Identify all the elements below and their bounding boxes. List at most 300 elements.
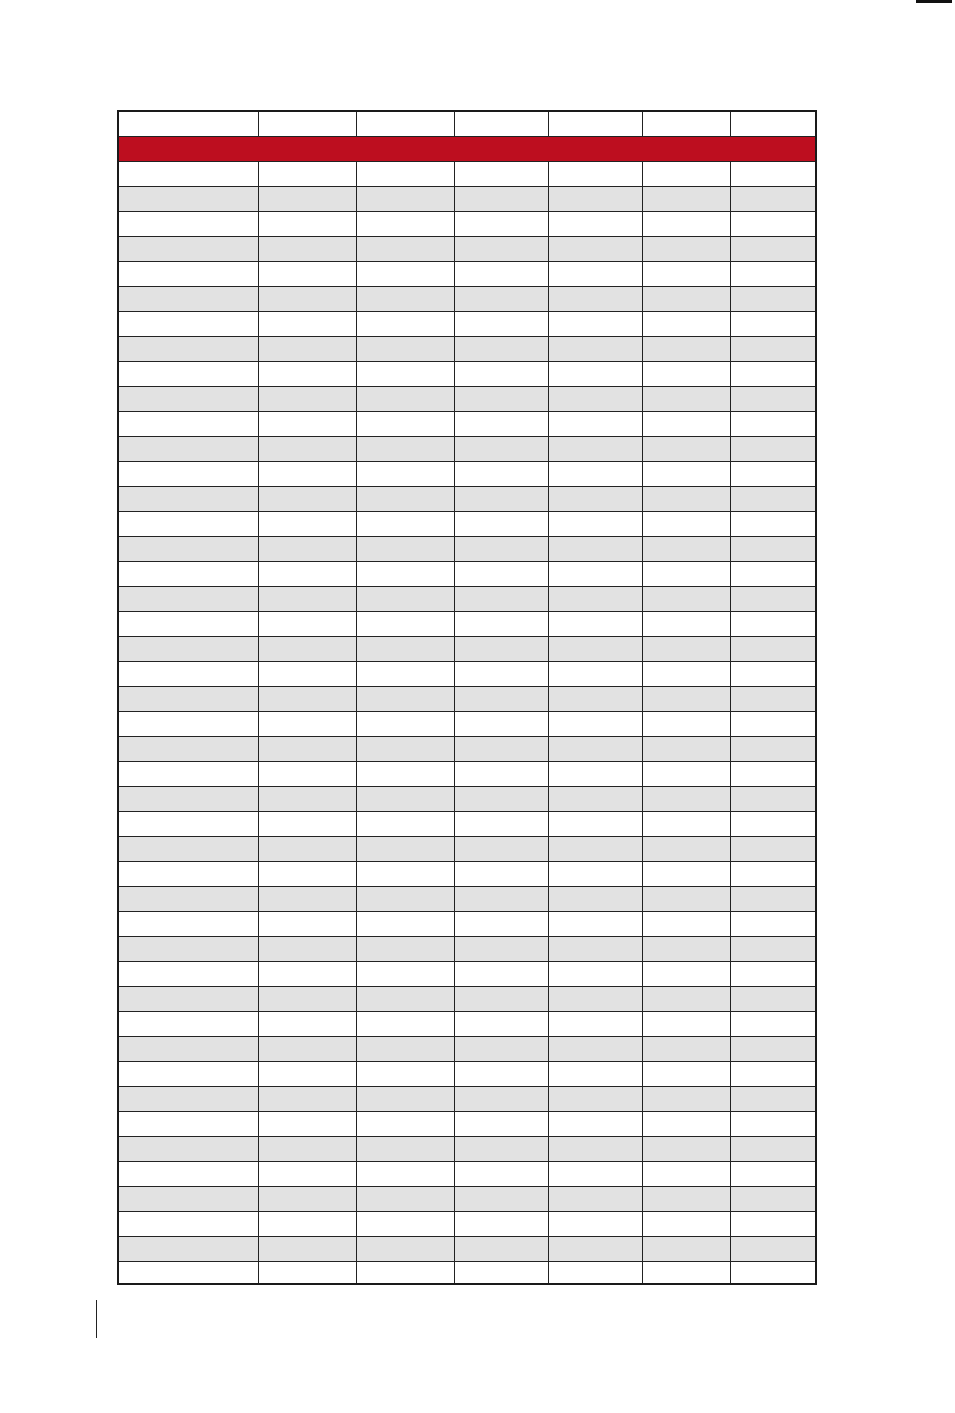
table-cell	[119, 636, 258, 661]
table-cell	[119, 786, 258, 811]
table-cell	[730, 711, 815, 736]
table-cell	[454, 1011, 548, 1036]
table-cell	[642, 286, 730, 311]
table-cell	[454, 1036, 548, 1061]
table-cell	[730, 911, 815, 936]
table-cell	[548, 286, 642, 311]
table-cell	[119, 336, 258, 361]
table-cell	[119, 311, 258, 336]
table-cell	[642, 411, 730, 436]
table-row	[119, 1186, 815, 1211]
table-cell	[356, 336, 454, 361]
table-cell	[548, 461, 642, 486]
table-cell	[454, 986, 548, 1011]
table-row	[119, 1011, 815, 1036]
table-row	[119, 486, 815, 511]
table-cell	[730, 1236, 815, 1261]
table-cell	[258, 261, 356, 286]
table-cell	[548, 836, 642, 861]
table-cell	[258, 1061, 356, 1086]
table-cell	[642, 1036, 730, 1061]
table-cell	[356, 236, 454, 261]
table-cell	[258, 1111, 356, 1136]
table-row	[119, 861, 815, 886]
table-cell	[730, 236, 815, 261]
table-cell	[356, 836, 454, 861]
table-cell	[356, 561, 454, 586]
table-cell	[356, 536, 454, 561]
table-cell	[356, 161, 454, 186]
table-cell	[548, 886, 642, 911]
table-row	[119, 1136, 815, 1161]
table-cell	[454, 661, 548, 686]
table-cell	[119, 811, 258, 836]
table-cell	[258, 311, 356, 336]
table-cell	[454, 736, 548, 761]
table-cell	[356, 786, 454, 811]
table-row	[119, 911, 815, 936]
table-cell	[730, 636, 815, 661]
table-cell	[356, 461, 454, 486]
table-cell	[356, 686, 454, 711]
table-cell	[454, 436, 548, 461]
table-cell	[642, 211, 730, 236]
table-cell	[119, 411, 258, 436]
table-cell	[548, 436, 642, 461]
table-cell	[730, 936, 815, 961]
table-cell	[356, 286, 454, 311]
table-cell	[454, 1061, 548, 1086]
table-cell	[548, 1186, 642, 1211]
table-cell	[730, 661, 815, 686]
table-cell	[119, 586, 258, 611]
table-cell	[119, 611, 258, 636]
table-cell	[642, 336, 730, 361]
table-cell	[454, 761, 548, 786]
table-cell	[548, 961, 642, 986]
table-cell	[730, 1136, 815, 1161]
table-cell	[258, 686, 356, 711]
table-cell	[258, 1236, 356, 1261]
table-row	[119, 236, 815, 261]
table-cell	[548, 761, 642, 786]
table-cell	[119, 386, 258, 411]
table-cell	[730, 461, 815, 486]
table-cell	[258, 911, 356, 936]
table-row	[119, 161, 815, 186]
table-cell	[258, 161, 356, 186]
table-cell	[454, 386, 548, 411]
header-cell	[548, 112, 642, 136]
table-cell	[454, 936, 548, 961]
table-cell	[258, 536, 356, 561]
table-cell	[642, 1186, 730, 1211]
table-cell	[119, 736, 258, 761]
table-row	[119, 936, 815, 961]
table-cell	[258, 1011, 356, 1036]
table-cell	[119, 536, 258, 561]
table-cell	[119, 686, 258, 711]
table-cell	[258, 1161, 356, 1186]
table-cell	[258, 761, 356, 786]
table-row	[119, 886, 815, 911]
table-cell	[454, 861, 548, 886]
table-row	[119, 811, 815, 836]
table-cell	[258, 961, 356, 986]
table-cell	[258, 1261, 356, 1285]
table-cell	[548, 561, 642, 586]
table-cell	[548, 936, 642, 961]
table-cell	[548, 1086, 642, 1111]
table-cell	[642, 186, 730, 211]
table-cell	[642, 386, 730, 411]
table-row	[119, 711, 815, 736]
table-cell	[119, 1136, 258, 1161]
table-cell	[356, 386, 454, 411]
table-cell	[258, 986, 356, 1011]
table-cell	[258, 611, 356, 636]
table-cell	[258, 386, 356, 411]
table-cell	[642, 886, 730, 911]
table-cell	[642, 461, 730, 486]
table-cell	[548, 311, 642, 336]
table-cell	[730, 361, 815, 386]
table-cell	[258, 1186, 356, 1211]
table-cell	[258, 836, 356, 861]
table-cell	[119, 886, 258, 911]
table-cell	[119, 461, 258, 486]
table-cell	[548, 661, 642, 686]
table-cell	[119, 761, 258, 786]
table-cell	[730, 836, 815, 861]
table-cell	[356, 611, 454, 636]
table-cell	[356, 311, 454, 336]
table-row	[119, 536, 815, 561]
table-cell	[258, 1086, 356, 1111]
table-cell	[548, 411, 642, 436]
table-row	[119, 1261, 815, 1285]
table-cell	[356, 511, 454, 536]
table-cell	[730, 286, 815, 311]
table-cell	[548, 786, 642, 811]
table-cell	[119, 486, 258, 511]
data-table	[119, 112, 815, 1285]
table-cell	[642, 1111, 730, 1136]
table-cell	[548, 536, 642, 561]
table-row	[119, 261, 815, 286]
table-cell	[548, 611, 642, 636]
table-cell	[119, 161, 258, 186]
table-cell	[356, 911, 454, 936]
table-cell	[642, 961, 730, 986]
table-cell	[642, 986, 730, 1011]
table-cell	[730, 736, 815, 761]
table-cell	[119, 986, 258, 1011]
table-cell	[642, 911, 730, 936]
table-cell	[356, 1011, 454, 1036]
table-cell	[548, 586, 642, 611]
table-cell	[454, 186, 548, 211]
table-cell	[119, 436, 258, 461]
table-cell	[454, 1161, 548, 1186]
table-cell	[642, 861, 730, 886]
table-cell	[454, 486, 548, 511]
table-cell	[548, 686, 642, 711]
table-cell	[356, 361, 454, 386]
table-cell	[119, 236, 258, 261]
table-cell	[119, 561, 258, 586]
table-cell	[642, 536, 730, 561]
table-cell	[548, 1011, 642, 1036]
table-cell	[730, 1111, 815, 1136]
table-row	[119, 461, 815, 486]
table-cell	[119, 1086, 258, 1111]
table-row	[119, 336, 815, 361]
table-cell	[119, 911, 258, 936]
table-cell	[119, 661, 258, 686]
table-cell	[642, 661, 730, 686]
table-cell	[356, 261, 454, 286]
table-cell	[258, 811, 356, 836]
table-cell	[454, 561, 548, 586]
table-cell	[642, 611, 730, 636]
table-cell	[119, 936, 258, 961]
table-row	[119, 286, 815, 311]
table-row	[119, 586, 815, 611]
table-cell	[642, 761, 730, 786]
table-cell	[258, 886, 356, 911]
table-cell	[258, 186, 356, 211]
table-cell	[548, 386, 642, 411]
table-cell	[119, 1011, 258, 1036]
table-row	[119, 311, 815, 336]
table-cell	[356, 1061, 454, 1086]
table-cell	[730, 686, 815, 711]
table-cell	[642, 786, 730, 811]
table-row	[119, 986, 815, 1011]
table-cell	[548, 1136, 642, 1161]
table-cell	[356, 186, 454, 211]
table-cell	[730, 186, 815, 211]
table-row	[119, 211, 815, 236]
table-cell	[454, 1186, 548, 1211]
table-cell	[258, 736, 356, 761]
table-cell	[642, 361, 730, 386]
table-cell	[258, 636, 356, 661]
table-cell	[454, 686, 548, 711]
table-cell	[548, 336, 642, 361]
table-cell	[548, 1111, 642, 1136]
table-cell	[730, 811, 815, 836]
table-row	[119, 511, 815, 536]
table-cell	[119, 961, 258, 986]
table-cell	[356, 1036, 454, 1061]
table-cell	[356, 1236, 454, 1261]
table-cell	[119, 1061, 258, 1086]
table-cell	[356, 1186, 454, 1211]
table-cell	[730, 961, 815, 986]
table-cell	[642, 711, 730, 736]
table-cell	[730, 861, 815, 886]
table-cell	[730, 611, 815, 636]
table-cell	[548, 236, 642, 261]
table-cell	[356, 1111, 454, 1136]
table-cell	[356, 411, 454, 436]
table-row	[119, 786, 815, 811]
table-cell	[356, 736, 454, 761]
table-cell	[356, 436, 454, 461]
table-row	[119, 436, 815, 461]
table-cell	[258, 561, 356, 586]
table-cell	[356, 961, 454, 986]
table-row	[119, 361, 815, 386]
table-cell	[258, 1211, 356, 1236]
table-cell	[454, 836, 548, 861]
table-cell	[642, 736, 730, 761]
table-cell	[730, 386, 815, 411]
table-row	[119, 1211, 815, 1236]
table-row	[119, 386, 815, 411]
table-cell	[730, 1086, 815, 1111]
table-row	[119, 1111, 815, 1136]
table-header-row	[119, 112, 815, 136]
table-cell	[548, 1161, 642, 1186]
table-cell	[730, 761, 815, 786]
table-row	[119, 1061, 815, 1086]
table-cell	[730, 261, 815, 286]
table-row	[119, 411, 815, 436]
table-cell	[119, 1161, 258, 1186]
table-cell	[730, 561, 815, 586]
table-cell	[119, 836, 258, 861]
table-row	[119, 636, 815, 661]
table-cell	[454, 1086, 548, 1111]
table-cell	[730, 886, 815, 911]
table-cell	[258, 936, 356, 961]
table-cell	[730, 411, 815, 436]
table-cell	[356, 936, 454, 961]
table-cell	[258, 711, 356, 736]
section-band	[119, 136, 815, 161]
table-cell	[119, 861, 258, 886]
table-cell	[119, 1186, 258, 1211]
table-cell	[730, 1011, 815, 1036]
footer-rule	[96, 1300, 97, 1338]
table-cell	[258, 1036, 356, 1061]
table-cell	[119, 711, 258, 736]
table-cell	[454, 611, 548, 636]
table-cell	[642, 161, 730, 186]
table-cell	[454, 461, 548, 486]
table-cell	[730, 436, 815, 461]
table-cell	[454, 1111, 548, 1136]
table-row	[119, 1161, 815, 1186]
table-cell	[548, 986, 642, 1011]
table-cell	[454, 786, 548, 811]
table-row	[119, 686, 815, 711]
table-cell	[548, 1061, 642, 1086]
table-cell	[454, 361, 548, 386]
table-cell	[730, 311, 815, 336]
table-cell	[356, 886, 454, 911]
table-cell	[258, 436, 356, 461]
table-cell	[119, 211, 258, 236]
table-cell	[548, 161, 642, 186]
table-cell	[258, 286, 356, 311]
table-cell	[642, 1061, 730, 1086]
table-cell	[454, 961, 548, 986]
table-cell	[730, 336, 815, 361]
table-cell	[356, 1086, 454, 1111]
table-row	[119, 761, 815, 786]
table-cell	[548, 511, 642, 536]
table-cell	[730, 1261, 815, 1285]
table-cell	[454, 311, 548, 336]
table-cell	[548, 861, 642, 886]
header-cell	[642, 112, 730, 136]
table-cell	[548, 186, 642, 211]
table-cell	[730, 1036, 815, 1061]
table-cell	[548, 1261, 642, 1285]
table-cell	[356, 636, 454, 661]
table-cell	[454, 811, 548, 836]
table-cell	[454, 511, 548, 536]
table-cell	[454, 261, 548, 286]
table-cell	[730, 1161, 815, 1186]
table-cell	[548, 636, 642, 661]
table-cell	[454, 336, 548, 361]
table-cell	[730, 1061, 815, 1086]
table-row	[119, 561, 815, 586]
header-cell	[258, 112, 356, 136]
table-cell	[258, 1136, 356, 1161]
table-cell	[356, 586, 454, 611]
table-cell	[642, 936, 730, 961]
table-cell	[730, 786, 815, 811]
table-row	[119, 1236, 815, 1261]
table-cell	[548, 261, 642, 286]
table-row	[119, 961, 815, 986]
table-cell	[454, 161, 548, 186]
table-cell	[356, 1211, 454, 1236]
table-cell	[642, 586, 730, 611]
table-cell	[548, 211, 642, 236]
corner-mark	[916, 0, 952, 3]
table-cell	[454, 411, 548, 436]
table-cell	[356, 861, 454, 886]
table-cell	[119, 361, 258, 386]
table-row	[119, 611, 815, 636]
table-cell	[642, 686, 730, 711]
table-cell	[454, 1211, 548, 1236]
table-cell	[119, 1036, 258, 1061]
table-cell	[258, 461, 356, 486]
table-cell	[454, 1136, 548, 1161]
table-cell	[642, 1211, 730, 1236]
table-cell	[356, 1261, 454, 1285]
table-cell	[548, 1236, 642, 1261]
table-cell	[642, 1161, 730, 1186]
table-cell	[119, 511, 258, 536]
table-cell	[356, 811, 454, 836]
table-cell	[642, 1236, 730, 1261]
section-band-row	[119, 136, 815, 161]
table-row	[119, 186, 815, 211]
table-cell	[642, 1086, 730, 1111]
table-cell	[548, 361, 642, 386]
table-cell	[258, 511, 356, 536]
table-cell	[454, 536, 548, 561]
